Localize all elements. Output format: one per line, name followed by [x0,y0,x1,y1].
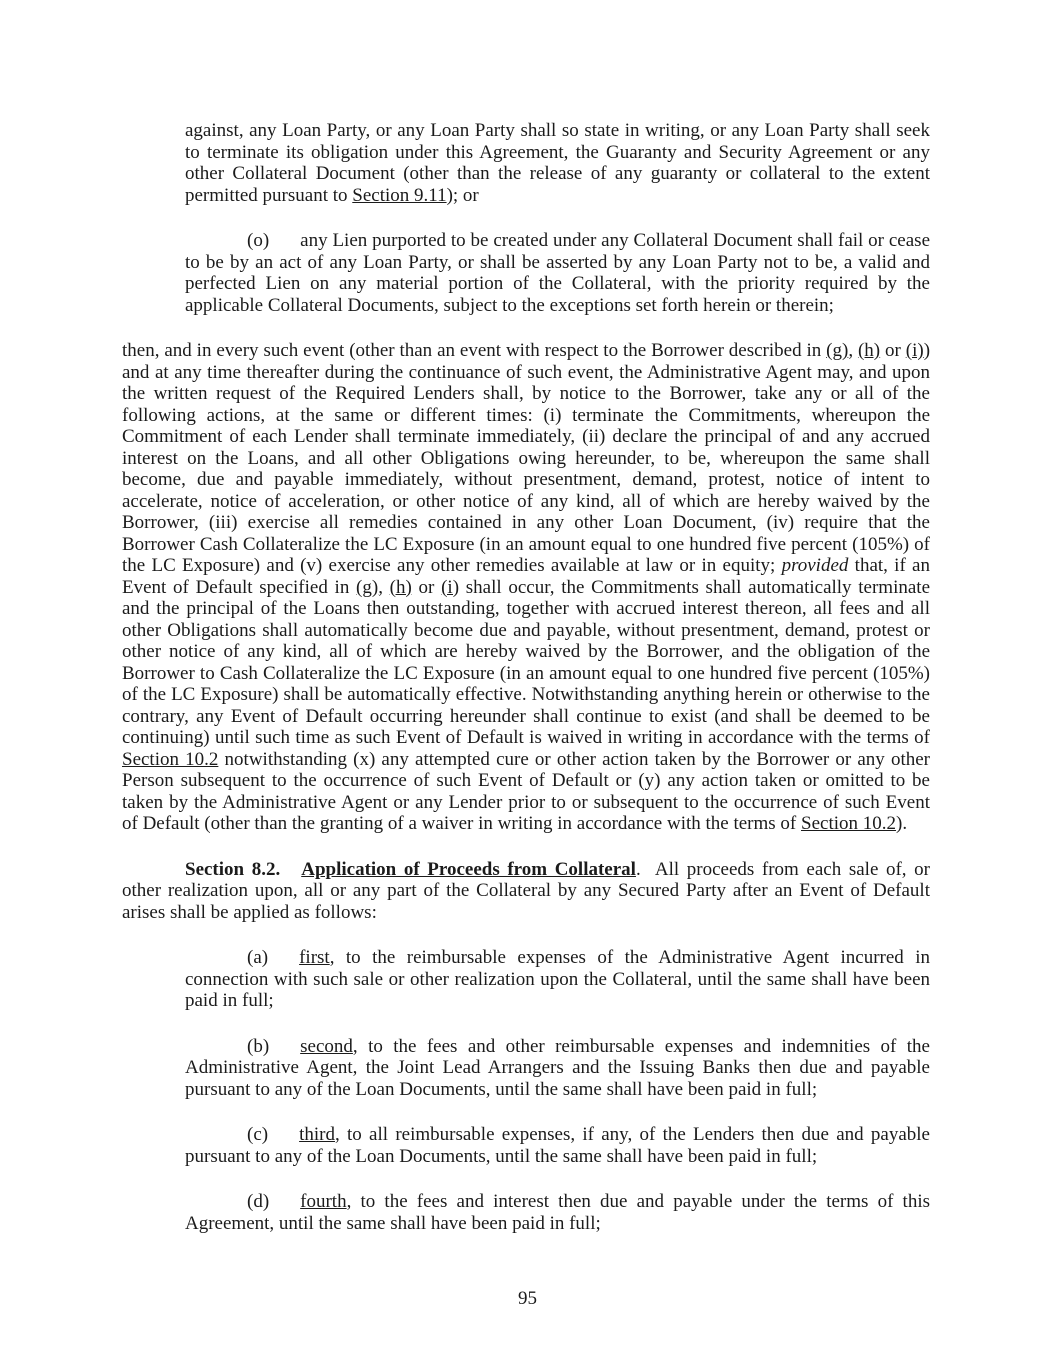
text-run: or [411,576,442,598]
text-run: (a) [247,947,269,968]
text-run: then, and in every such event (other than an event with respect to the Borrower described in [122,340,827,361]
text-run: fourth [300,1191,347,1212]
text-run: (c) [247,1124,269,1145]
paragraph-section-8-2 [122,859,930,924]
text-run: first [299,947,330,968]
text-run: third [299,1124,335,1145]
text-run: , [848,340,858,361]
paragraph-item-a [185,947,930,1012]
section-number: Section 8.2. [185,858,281,880]
page-body-text [122,120,930,1258]
paragraph-clause-o [185,230,930,316]
text-run: , [378,576,390,598]
clause-reference: (i) [905,340,924,361]
text-run: shall occur, the Commitments shall automatically terminate and the principal of the Loans then outstanding, together with accrued interest thereon, all fees and all other Obligations shall automatically become due and payable, without presentment, demand, protest or other notice of any kind, all of which are hereby waived by the Borrower, and the obligation of the Borrower to Cash Collateralize the LC Exposure (in an amount equal to one hundred five percent (105%) of the LC Exposure) shall be automatically effective. Notwithstanding anything herein or otherwise to the contrary, any Event of Default occurring hereunder shall continue to exist (and shall be deemed to be continuing) until such time as such Event of Default is waived in writing in accordance with the terms of [122,576,931,748]
paragraph-item-d [185,1191,930,1234]
text-run: ). [896,813,908,834]
clause-reference: (h) [389,576,412,598]
text-run: notwithstanding (x) any attempted cure or other action taken by the Borrower or any other Person subsequent to the occurrence of such Event of Default or (y) any action taken or omitted to be taken by the Administrative Agent or any Lender prior to or subsequent to the occurrence of such Event of Default (other than the granting of a waiver in writing in accordance with the terms of [122,748,930,834]
section-reference: Section 9.11 [352,184,447,206]
text-run: provided [781,555,849,576]
clause-reference: (g) [826,340,849,361]
text-run: any Lien purported to be created under any Collateral Document shall fail or cease to be by an act of any Loan Party, or shall be asserted by any Loan Party not to be, a valid and perfected Lien on any material portion of the Collateral, with the priority required by the applicable Collateral Documents, subject to the exceptions set forth herein or therein; [185,230,930,316]
text-run: (o) [247,230,270,251]
clause-reference: (i) [441,576,460,598]
text-run: ); or [446,184,479,206]
paragraph-item-b [185,1036,930,1101]
paragraph-item-c [185,1124,930,1167]
text-run: , to the reimbursable expenses of the Administrative Agent incurred in connection with such sale or other realization upon the Collateral, until the same shall have been paid in full; [185,947,930,1011]
section-title: Application of Proceeds from Collateral [301,858,636,880]
clause-reference: (h) [857,340,881,361]
section-reference: Section 10.2 [801,813,897,834]
text-run: . All proceeds from each sale of, or other realization upon, all or any part of the Collateral by any Secured Party after an Event of Default arises shall be applied as follows: [122,858,930,923]
text-run: or [880,340,906,361]
clause-reference: (g) [356,576,379,598]
paragraph-remedies [122,340,930,835]
section-reference: Section 10.2 [122,748,219,770]
page-number: 95 [518,1288,537,1309]
text-run: ) and at any time thereafter during the continuance of such event, the Administrative Agent may, and upon the written request of the Required Lenders shall, by notice to the Borrower, take any or all of the following actions, at the same or different times: (i) terminate the Commitments, whereupon the Commitment of each Lender shall terminate immediately, (ii) declare the principal of and any accrued interest on the Loans, and all other Obligations owing hereunder, to be, whereupon the same shall become, due and payable immediately, without presentment, demand, protest, notice of intent to accelerate, notice of acceleration, or other notice of any kind, all of which are hereby waived by the Borrower, (iii) exercise all remedies contained in any other Loan Document, (iv) require that the Borrower Cash Collateralize the LC Exposure (in an amount equal to one hundred five percent (105%) of the LC Exposure) and (v) exercise any other remedies available at law or in equity; [122,340,931,576]
text-run: , to all reimbursable expenses, if any, of the Lenders then due and payable pursuant to any of the Loan Documents, until the same shall have been paid in full; [185,1124,930,1167]
text-run: (d) [247,1191,270,1212]
text-run: , to the fees and other reimbursable expenses and indemnities of the Administrative Agent, the Joint Lead Arrangers and the Issuing Banks then due and payable pursuant to any of the Loan Documents, until the same shall have been paid in full; [185,1035,930,1100]
paragraph-continuation-clause [185,120,930,206]
text-run: (b) [247,1035,270,1057]
text-run: against, any Loan Party, or any Loan Party shall so state in writing, or any Loan Party shall seek to terminate its obligation under this Agreement, the Guaranty and Security Agreement or any other Collateral Document (other than the release of any guaranty or collateral to the extent permitted pursuant to [185,120,930,206]
text-run: , to the fees and interest then due and payable under the terms of this Agreement, until the same shall have been paid in full; [185,1191,930,1234]
text-run: second [300,1035,353,1057]
text-run: that, if an Event of Default specified in [122,555,930,598]
